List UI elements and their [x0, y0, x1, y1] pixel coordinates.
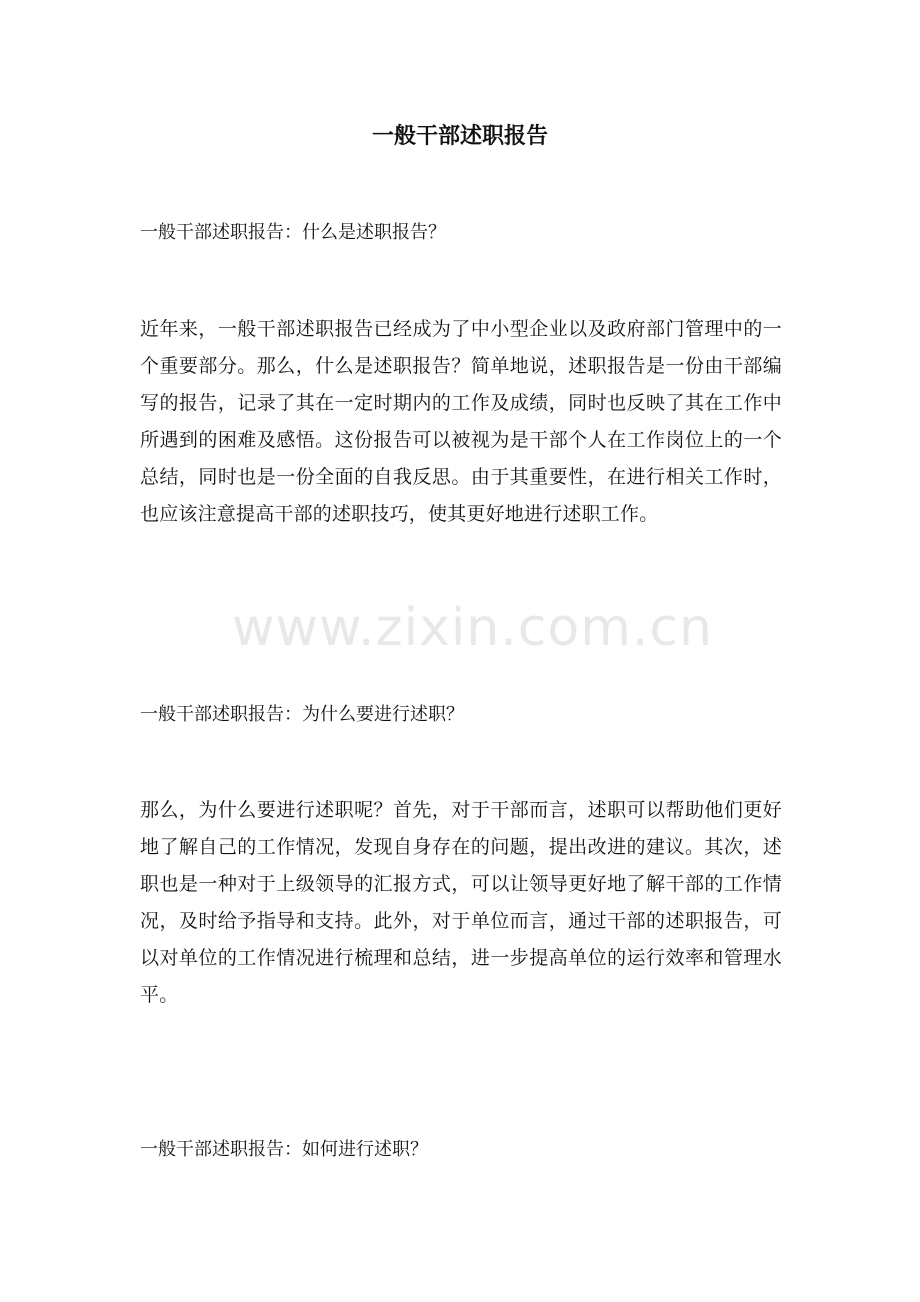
section-heading-what: 一般干部述职报告：什么是述职报告？: [140, 222, 446, 243]
watermark: www.zixin.com.cn: [232, 598, 713, 658]
document-title: 一般干部述职报告: [371, 123, 548, 149]
section-heading-why: 一般干部述职报告：为什么要进行述职？: [140, 704, 464, 725]
section-body-why: 那么，为什么要进行述职呢？首先，对于干部而言，述职可以帮助他们更好地了解自己的工作情况，发现自身存在的问题，提出改进的建议。其次，述职也是一种对于上级领导的汇报方式，可以让领导更好地了解干部的工作情况，及时给予指导和支持。此外，对于单位而言，通过干部的述职报告，可以对单位的工作情况进行梳理和总结，进一步提高单位的运行效率和管理水平。: [140, 799, 782, 1006]
section-body-what: 近年来，一般干部述职报告已经成为了中小型企业以及政府部门管理中的一个重要部分。那么，什么是述职报告？简单地说，述职报告是一份由干部编写的报告，记录了其在一定时期内的工作及成绩，同时也反映了其在工作中所遇到的困难及感悟。这份报告可以被视为是干部个人在工作岗位上的一个总结，同时也是一份全面的自我反思。由于其重要性，在进行相关工作时，也应该注意提高干部的述职技巧，使其更好地进行述职工作。: [140, 318, 782, 525]
section-heading-how: 一般干部述职报告：如何进行述职？: [140, 1139, 428, 1160]
